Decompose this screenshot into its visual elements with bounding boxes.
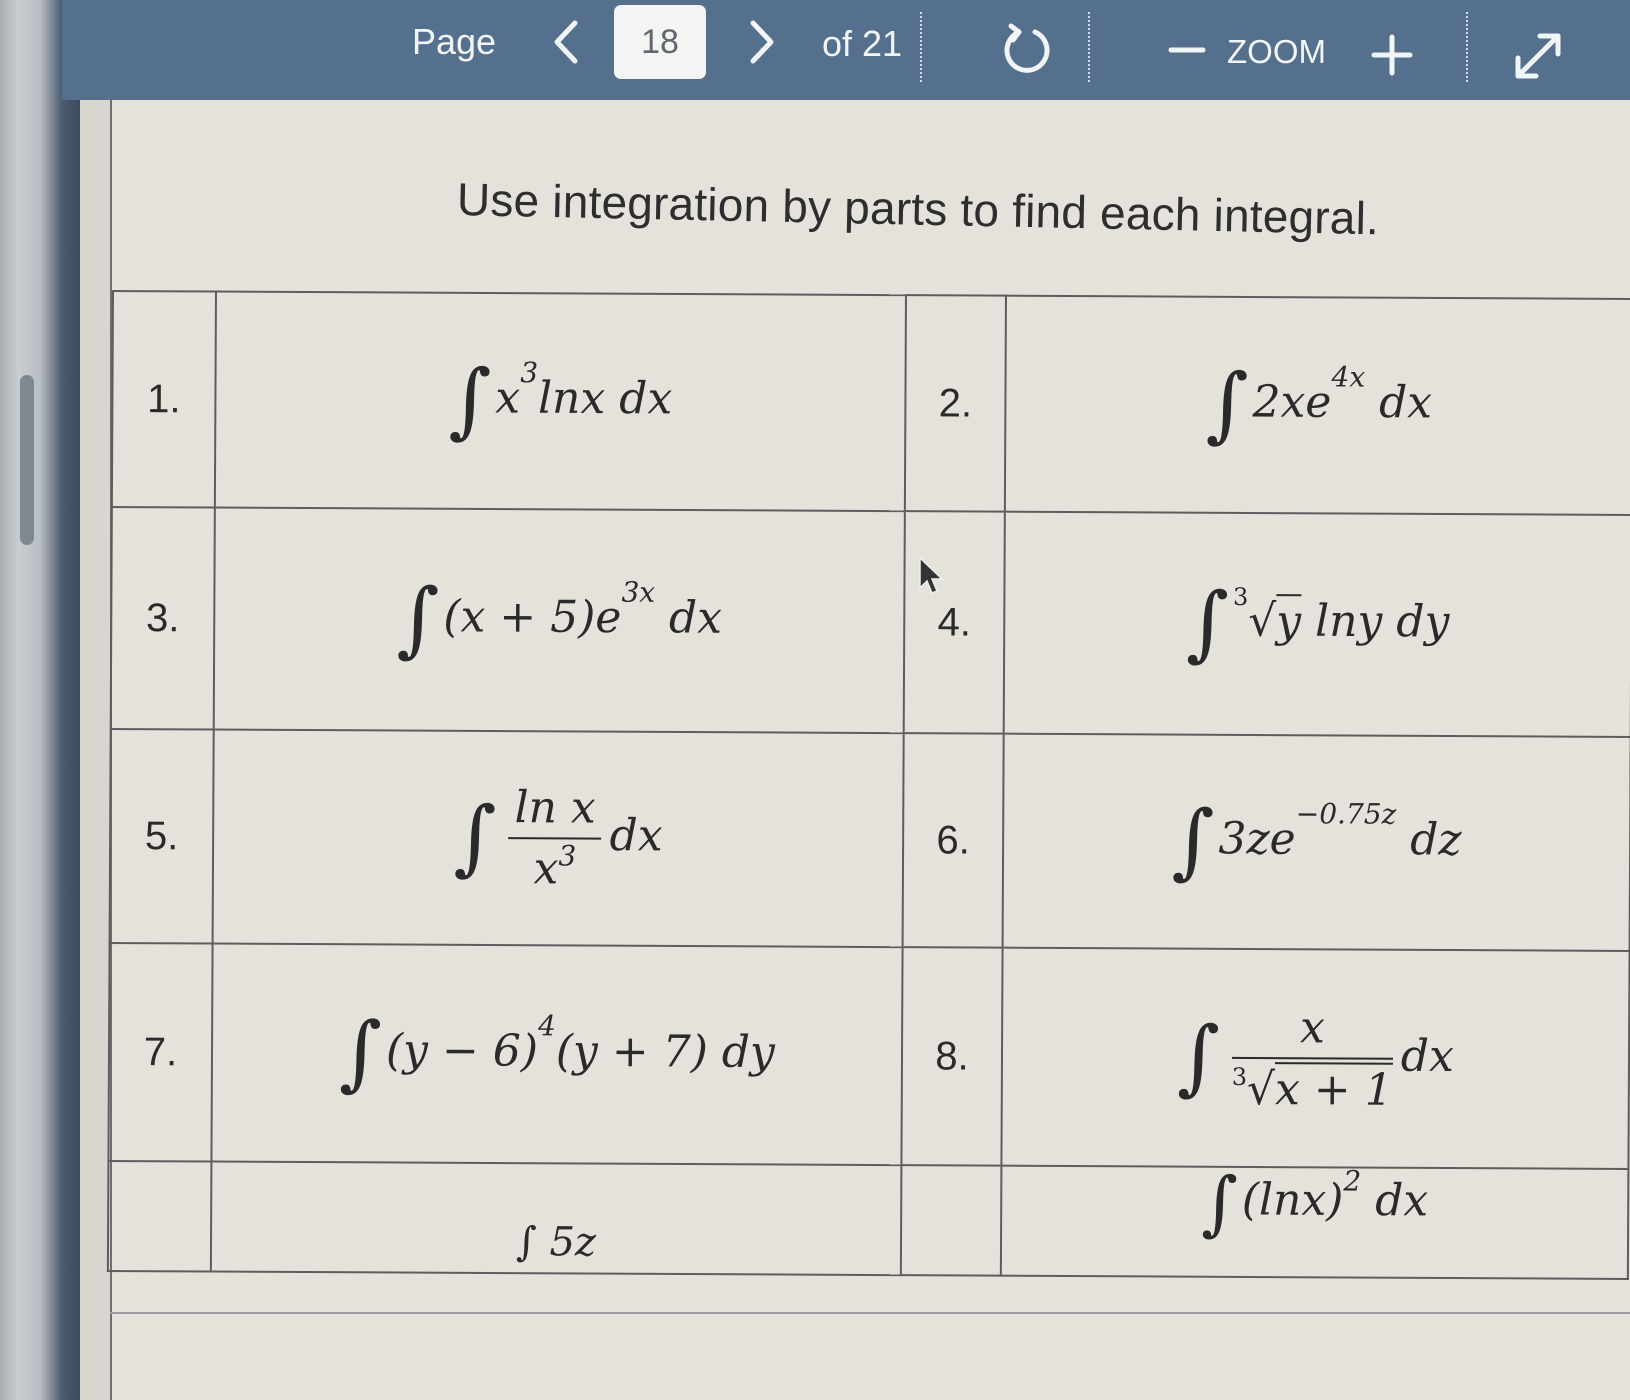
page-count-label: of 21 — [822, 23, 903, 64]
zoom-in-button[interactable] — [1362, 20, 1422, 90]
zoom-out-button[interactable] — [1157, 20, 1217, 80]
problem-number: 2. — [905, 295, 1006, 512]
zoom-label: ZOOM — [1227, 33, 1326, 70]
fullscreen-button[interactable] — [1502, 20, 1574, 92]
table-row — [110, 729, 1630, 951]
problem-9-integral-partial: ∫ 5z — [211, 1162, 902, 1276]
previous-page-button[interactable] — [532, 10, 602, 74]
problem-table — [107, 290, 1630, 1280]
toolbar-divider — [1466, 12, 1468, 82]
scrollbar-thumb[interactable] — [20, 375, 34, 545]
next-page-button[interactable] — [726, 10, 796, 74]
problem-number: 1. — [112, 291, 216, 508]
page-number-input[interactable]: 18 — [614, 5, 706, 79]
problem-4-integral: ∫ $^3$√y lny dy — [1004, 512, 1630, 737]
plus-icon — [1370, 33, 1414, 77]
problem-6-integral: $\int 3ze^{-0.75z}$ dz — [1003, 734, 1630, 951]
problem-number: 8. — [901, 947, 1002, 1166]
table-row — [108, 943, 1629, 1169]
problem-number — [108, 1161, 212, 1272]
table-row — [111, 507, 1630, 737]
problem-number — [901, 1165, 1002, 1276]
problem-number: 7. — [108, 943, 212, 1162]
problem-8-integral: ∫ $\frac{x}{^3√x + 1}$ dx — [1001, 948, 1629, 1169]
reload-icon — [997, 20, 1057, 80]
chevron-left-icon — [547, 17, 587, 67]
minus-icon — [1167, 30, 1207, 70]
problem-5-integral: ∫ $\frac{\text{ln x}}{x^3}$ dx — [213, 730, 904, 948]
problem-10-integral: $\int(\ln x)^2$ dx — [1001, 1166, 1629, 1279]
problem-1-integral: $\int x^3\ln x$ dx — [215, 292, 906, 512]
table-row — [112, 291, 1630, 515]
reload-button[interactable] — [982, 15, 1072, 85]
pdf-toolbar — [62, 0, 1630, 100]
left-rail — [0, 0, 80, 1400]
page-bottom-rule — [110, 1312, 1630, 1314]
instructions-heading: Use integration by parts to find each integral. — [456, 173, 1380, 245]
chevron-right-icon — [741, 17, 781, 67]
problem-number: 5. — [110, 729, 214, 944]
page-label: Page — [412, 21, 497, 62]
problem-number: 4. — [904, 511, 1005, 734]
problem-7-integral: $\int(y - 6)^4(y + 7)$ dy — [211, 944, 902, 1166]
problem-2-integral: $\int 2xe^{4x}$ dx — [1005, 296, 1630, 515]
problem-number: 3. — [111, 507, 215, 730]
expand-icon — [1510, 28, 1566, 84]
worksheet-page — [110, 100, 1630, 1400]
toolbar-divider — [920, 12, 922, 82]
problem-number: 6. — [903, 733, 1004, 948]
table-row — [108, 1161, 1629, 1279]
toolbar-divider — [1088, 12, 1090, 82]
problem-3-integral: $\int(x + 5)e^{3x}$ dx — [214, 508, 905, 734]
mouse-pointer-icon — [917, 556, 945, 596]
